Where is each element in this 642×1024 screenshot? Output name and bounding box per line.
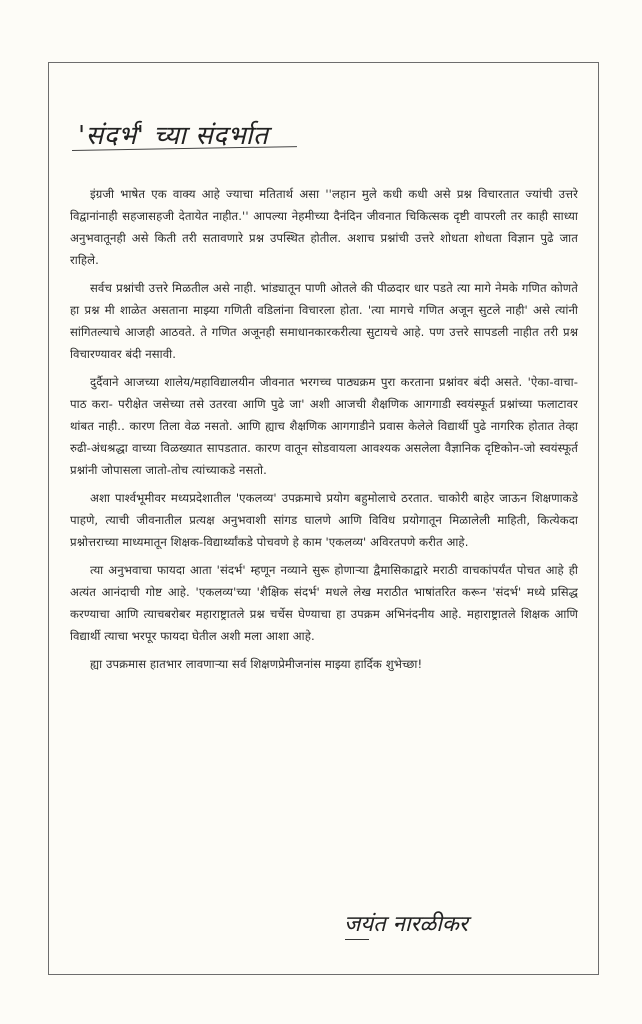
paragraph-2: सर्वच प्रश्नांची उत्तरे मिळतील असे नाही. भांड्यातून पाणी ओतले की पीळदार धार पडते त्या मागे नेमके गणित कोणते हा प्रश्न मी शाळेत असताना माझ्या गणिती वडिलांना विचारला होता. 'त्या मागचे गणित अजून सुटले नाही' असे त्यांनी सांगितल्याचे आजही आठवते. ते गणित अजूनही समाधानकारकरीत्या सुटायचे आहे. पण उत्तरे सापडली नाहीत तरी प्रश्न विचारण्यावर बंदी नसावी. [70,281,578,361]
paragraph-5: त्या अनुभवाचा फायदा आता 'संदर्भ' म्हणून नव्याने सुरू होणाऱ्या द्वैमासिकाद्वारे मराठी वाचकांपर्यंत पोचत आहे ही अत्यंत आनंदाची गोष्ट आहे. 'एकलव्य'च्या 'शैक्षिक संदर्भ' मधले लेख मराठीत भाषांतरित करून 'संदर्भ' मध्ये प्रसिद्ध करण्याचा आणि त्याचबरोबर महाराष्ट्रातले प्रश्न चर्चेस घेण्याचा हा उपक्रम अभिनंदनीय आहे. महाराष्ट्रातले शिक्षक आणि विद्यार्थी त्याचा भरपूर फायदा घेतील अशी मला आशा आहे. [70,563,578,643]
paragraph-1: इंग्रजी भाषेत एक वाक्य आहे ज्याचा मतितार्थ असा ''लहान मुले कधी कधी असे प्रश्न विचारतात ज्यांची उत्तरे विद्वानांनाही सहजासहजी देतायेत नाहीत.'' आपल्या नेहमीच्या दैनंदिन जीवनात चिकित्सक दृष्टी वापरली तर काही साध्या अनुभवातूनही असे किती तरी सतावणारे प्रश्न उपस्थित होतील. अशाच प्रश्नांची उत्तरे शोधता शोधता विज्ञान पुढे जात राहिले. [70,187,578,267]
paragraph-6: ह्या उपक्रमास हातभार लावणाऱ्या सर्व शिक्षणप्रेमीजनांस माझ्या हार्दिक शुभेच्छा! [90,657,423,671]
article-body [70,183,578,681]
page-title: 'संदर्भ' च्या संदर्भात [78,121,269,151]
signature-dash [345,939,369,940]
paragraph-3: दुर्दैवाने आजच्या शालेय/महाविद्यालयीन जीवनात भरगच्च पाठ्यक्रम पुरा करताना प्रश्नांवर बंदी असते. 'ऐका-वाचा-पाठ करा- परीक्षेत जसेच्या तसे उतरवा आणि पुढे जा' अशी आजची शैक्षणिक आगगाडी स्वयंस्फूर्त प्रश्नांच्या फलाटावर थांबत नाही.. कारण तिला वेळ नसतो. आणि ह्याच शैक्षणिक आगगाडीने प्रवास केलेले विद्यार्थी पुढे नागरिक होतात तेव्हा रुढी-अंधश्रद्धा वाच्या विळख्यात सापडतात. कारण वातून सोडवायला आवश्यक असलेला वैज्ञानिक दृष्टिकोन-जो स्वयंस्फूर्त प्रश्नांनी जोपासला जातो-तोच त्यांच्याकडे नसतो. [70,375,578,477]
signature: जयंत नारळीकर [344,912,468,937]
paragraph-4: अशा पार्श्वभूमीवर मध्यप्रदेशातील 'एकलव्य' उपक्रमाचे प्रयोग बहुमोलाचे ठरतात. चाकोरी बाहेर जाऊन शिक्षणाकडे पाहणे, त्याची जीवनातील प्रत्यक्ष अनुभवाशी सांगड घालणे आणि विविध प्रयोगातून मिळालेली माहिती, कित्येकदा प्रश्नोत्तराच्या माध्यमातून शिक्षक-विद्यार्थ्यांकडे पोचवणे हे काम 'एकलव्य' अविरतपणे करीत आहे. [70,491,578,549]
